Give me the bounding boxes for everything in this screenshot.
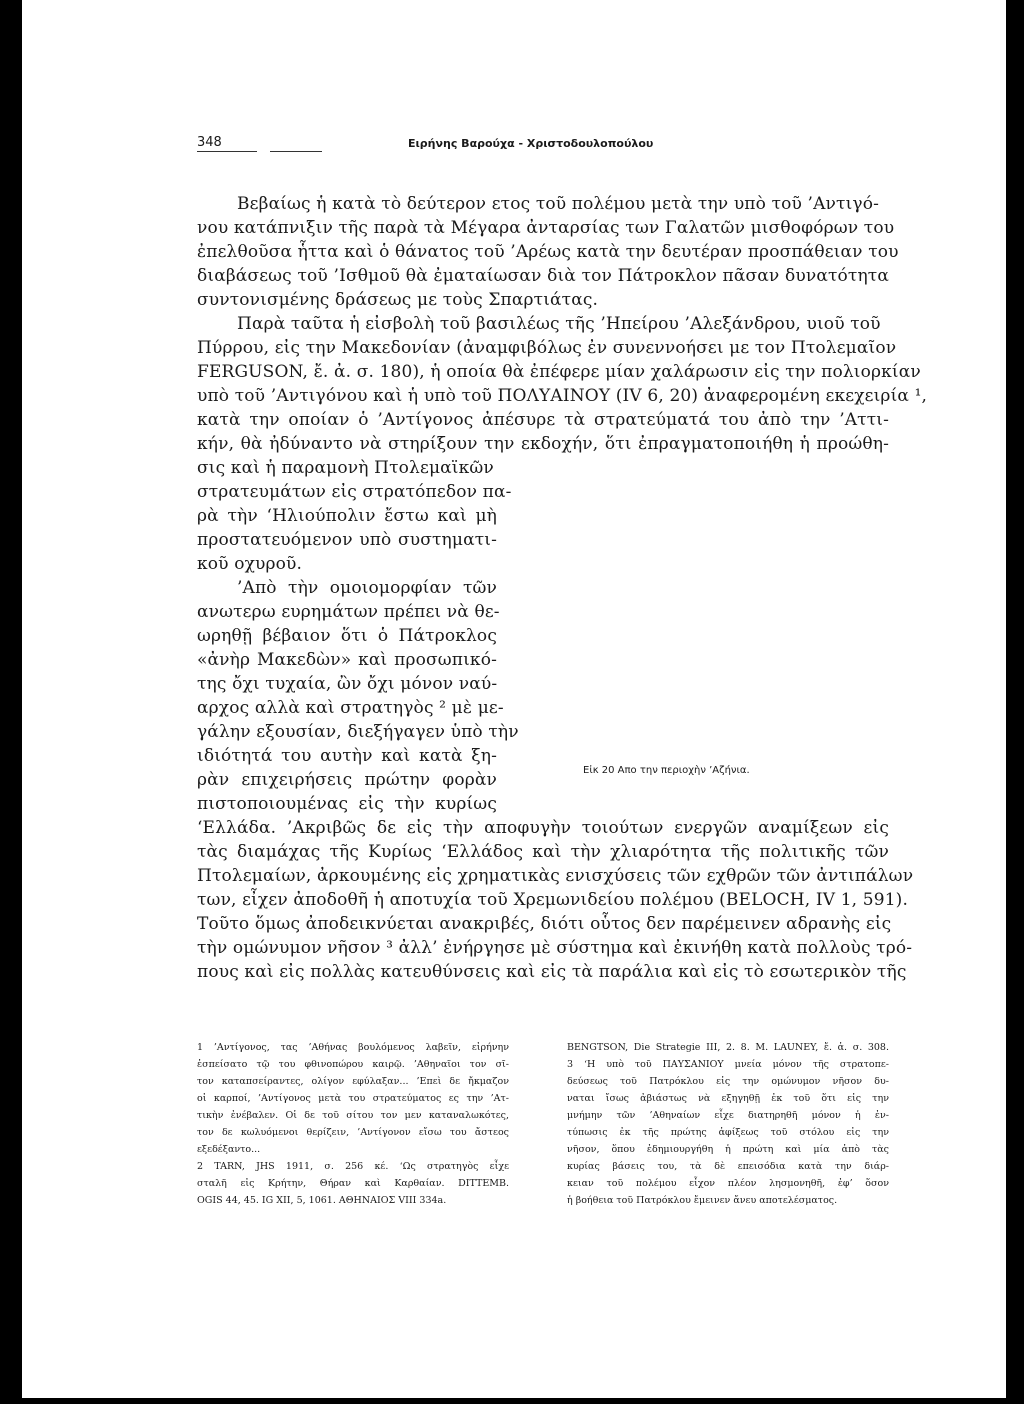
footnote-line: εξεδέξαντο... — [197, 1144, 261, 1155]
footnote-line: τον καταπσείραντες, ολίγον εφύλαξαν... ’Επεὶ δε ἤκμαζον — [197, 1076, 509, 1087]
footnote-line: ἐσπείσατο τῷ του φθινοπώρου καιρῷ. ’Αθηναῖοι τον σῖ- — [197, 1059, 509, 1070]
body-line: της ὄχι τυχαία, ὢν ὄχι μόνον ναύ- — [197, 674, 498, 694]
footnote-line: τικὴν ἐνέβαλεν. Οἱ δε τοῦ σίτου τον μεν καταναλωκότες, — [197, 1110, 509, 1121]
footnote-line: 3 ‘Η υπὸ τοῦ ΠΑΥΣΑΝΙΟΥ μνεία μόνον τῆς στρατοπε- — [567, 1059, 889, 1070]
body-line: ’Απὸ τὴν ομοιομορφίαν τῶν — [237, 578, 497, 598]
body-line: νου κατάπνιξιν τῆς παρὰ τὰ Μέγαρα ἀνταρσίας των Γαλατῶν μισθοφόρων του — [197, 218, 895, 238]
scan-edge-bottom — [0, 1398, 1024, 1404]
footnote-line: BENGTSON, Die Strategie III, 2. 8. M. LAUNEY, ἔ. ἀ. σ. 308. — [567, 1042, 889, 1053]
body-line: ρὰ τὴν ‘Ηλιούπολιν ἔστω καὶ μὴ — [197, 506, 497, 526]
footnote-line: νῆσον, ὅπου ἐδημιουργήθη ἡ πρώτη καὶ μία ἀπὸ τὰς — [567, 1144, 889, 1155]
body-line: ανωτερω ευρημάτων πρέπει νὰ θε- — [197, 602, 500, 622]
body-line: κήν, θὰ ἠδύναντο νὰ στηρίξουν την εκδοχήν, ὅτι ἐπραγματοποιήθη ἡ προώθη- — [197, 434, 889, 454]
body-line: ωρηθῇ βέβαιον ὅτι ὁ Πάτροκλος — [197, 626, 497, 646]
body-line: Βεβαίως ἡ κατὰ τὸ δεύτερον ετος τοῦ πολέμου μετὰ την υπὸ τοῦ ’Αντιγό- — [237, 194, 879, 214]
header-rule — [197, 151, 257, 152]
body-line: Πτολεμαίων, ἀρκουμένης εἰς χρηματικὰς ενισχύσεις τῶν εχθρῶν τῶν ἀντιπάλων — [197, 866, 914, 886]
body-line: πους καὶ εἰς πολλὰς κατευθύνσεις καὶ εἰς τὰ παράλια καὶ εἰς τὸ εσωτερικὸν τῆς — [197, 962, 907, 982]
scan-edge-left — [0, 0, 22, 1404]
body-line: τὴν ομώνυμον νῆσον ³ ἀλλ’ ἐνήργησε μὲ σύστημα καὶ ἐκινήθη κατὰ πολλοὺς τρό- — [197, 938, 913, 958]
body-line: διαβάσεως τοῦ ’Ισθμοῦ θὰ ἐματαίωσαν διὰ τον Πάτροκλον πᾶσαν δυνατότητα — [197, 266, 889, 286]
body-line: αρχος αλλὰ καὶ στρατηγὸς ² μὲ με- — [197, 698, 504, 718]
footnote-line: οἱ καρποί, ’Αντίγονος μετὰ του στρατεύματος ες την ’Ατ- — [197, 1093, 509, 1104]
body-line: Πύρρου, εἰς την Μακεδονίαν (ἀναμφιβόλως ἐν συνεννοήσει με τον Πτολεμαῖον — [197, 338, 897, 358]
body-line: Παρὰ ταῦτα ἡ εἰσβολὴ τοῦ βασιλέως τῆς ’Ηπείρου ’Αλεξάνδρου, υιοῦ τοῦ — [237, 314, 881, 334]
footnote-line: 2 TARN, JHS 1911, σ. 256 κέ. ‘Ως στρατηγὸς εἶχε — [197, 1161, 509, 1172]
page-number: 348 — [197, 135, 222, 150]
footnote-line: 1 ’Αντίγονος, τας ’Αθήνας βουλόμενος λαβεῖν, εἰρήνην — [197, 1042, 509, 1053]
body-line: σις καὶ ἡ παραμονὴ Πτολεμαϊκῶν — [197, 458, 494, 478]
scan-edge-right — [1006, 0, 1024, 1404]
footnote-line: ἡ βοήθεια τοῦ Πατρόκλου ἔμεινεν ἄνευ αποτελέσματος. — [567, 1195, 838, 1206]
body-line: Τοῦτο ὅμως ἀποδεικνύεται ανακριβές, διότι οὗτος δεν παρέμεινεν αδρανὴς εἰς — [197, 914, 892, 934]
footnote-line: ναται ἴσως ἀβιάστως νὰ εξηγηθῇ ἐκ τοῦ ὅτι εἰς την — [567, 1093, 889, 1104]
body-line: των, εἶχεν ἀποδοθῆ ἡ αποτυχία τοῦ Χρεμωνιδείου πολέμου (BELOCH, IV 1, 591). — [197, 890, 909, 910]
body-line: στρατευμάτων εἰς στρατόπεδον πα- — [197, 482, 512, 502]
footnote-line: τύπωσις ἐκ τῆς πρώτης ἀφίξεως τοῦ στόλου εἰς την — [567, 1127, 889, 1138]
footnote-line: κυρίας βάσεις του, τὰ δὲ επεισόδια κατὰ την διάρ- — [567, 1161, 889, 1172]
body-line: FERGUSON, ἔ. ἀ. σ. 180), ἡ οποία θὰ ἐπέφερε μίαν χαλάρωσιν εἰς την πολιορκίαν — [197, 362, 921, 382]
body-line: πιστοποιουμένας εἰς τὴν κυρίως — [197, 794, 497, 814]
body-line: ‘Ελλάδα. ’Ακριβῶς δε εἰς τὴν αποφυγὴν τοιούτων ενεργῶν αναμίξεων εἰς — [197, 818, 889, 838]
body-line: ἐπελθοῦσα ἧττα καὶ ὁ θάνατος τοῦ ’Αρέως κατὰ την δευτέραν προσπάθειαν του — [197, 242, 899, 262]
body-line: κατὰ την οποίαν ὁ ’Αντίγονος ἀπέσυρε τὰ στρατεύματά του ἀπὸ την ’Αττι- — [197, 410, 889, 430]
footnote-line: μνήμην τῶν ’Αθηναίων εἶχε διατηρηθῆ μόνον ἡ ἐν- — [567, 1110, 889, 1121]
body-line: ρὰν επιχειρήσεις πρώτην φορὰν — [197, 770, 497, 790]
figure-caption: Εἰκ 20 Απο την περιοχὴν ’Αζήνια. — [583, 765, 750, 776]
footnote-line: τον δε κωλυόμενοι θερίζειν, ’Αντίγονον εἴσω του ἄστεος — [197, 1127, 509, 1138]
header-rule — [270, 151, 322, 152]
body-line: «ἀνὴρ Μακεδὼν» καὶ προσωπικό- — [197, 650, 497, 670]
body-line: προστατευόμενον υπὸ συστηματι- — [197, 530, 497, 550]
body-line: ιδιότητά του αυτὴν καὶ κατὰ ξη- — [197, 746, 497, 766]
running-head: Ειρήνης Βαρούχα - Χριστοδουλοπούλου — [408, 137, 654, 150]
body-line: υπὸ τοῦ ’Αντιγόνου καὶ ἡ υπὸ τοῦ ΠΟΛΥΑΙΝΟΥ (IV 6, 20) ἀναφερομένη εκεχειρία ¹, — [197, 386, 928, 406]
body-line: συντονισμένης δράσεως με τοὺς Σπαρτιάτας. — [197, 290, 599, 310]
footnote-line: OGIS 44, 45. IG XII, 5, 1061. ΑΘΗΝΑΙΟΣ VIII 334a. — [197, 1195, 447, 1206]
footnote-line: δεύσεως τοῦ Πατρόκλου εἰς την ομώνυμον νῆσον δυ- — [567, 1076, 889, 1087]
body-line: γάλην εξουσίαν, διεξήγαγεν ὑπὸ τὴν — [197, 722, 519, 742]
footnote-line: κειαν τοῦ πολέμου εἶχον πλέον λησμονηθῆ, ἐφ’ ὅσον — [567, 1178, 889, 1189]
footnote-line: σταλῆ εἰς Κρήτην, Θήραν καὶ Καρθαίαν. DITTEMB. — [197, 1178, 509, 1189]
body-line: κοῦ οχυροῦ. — [197, 554, 303, 574]
body-line: τὰς διαμάχας τῆς Κυρίως ‘Ελλάδος καὶ τὴν χλιαρότητα τῆς πολιτικῆς τῶν — [197, 842, 889, 862]
